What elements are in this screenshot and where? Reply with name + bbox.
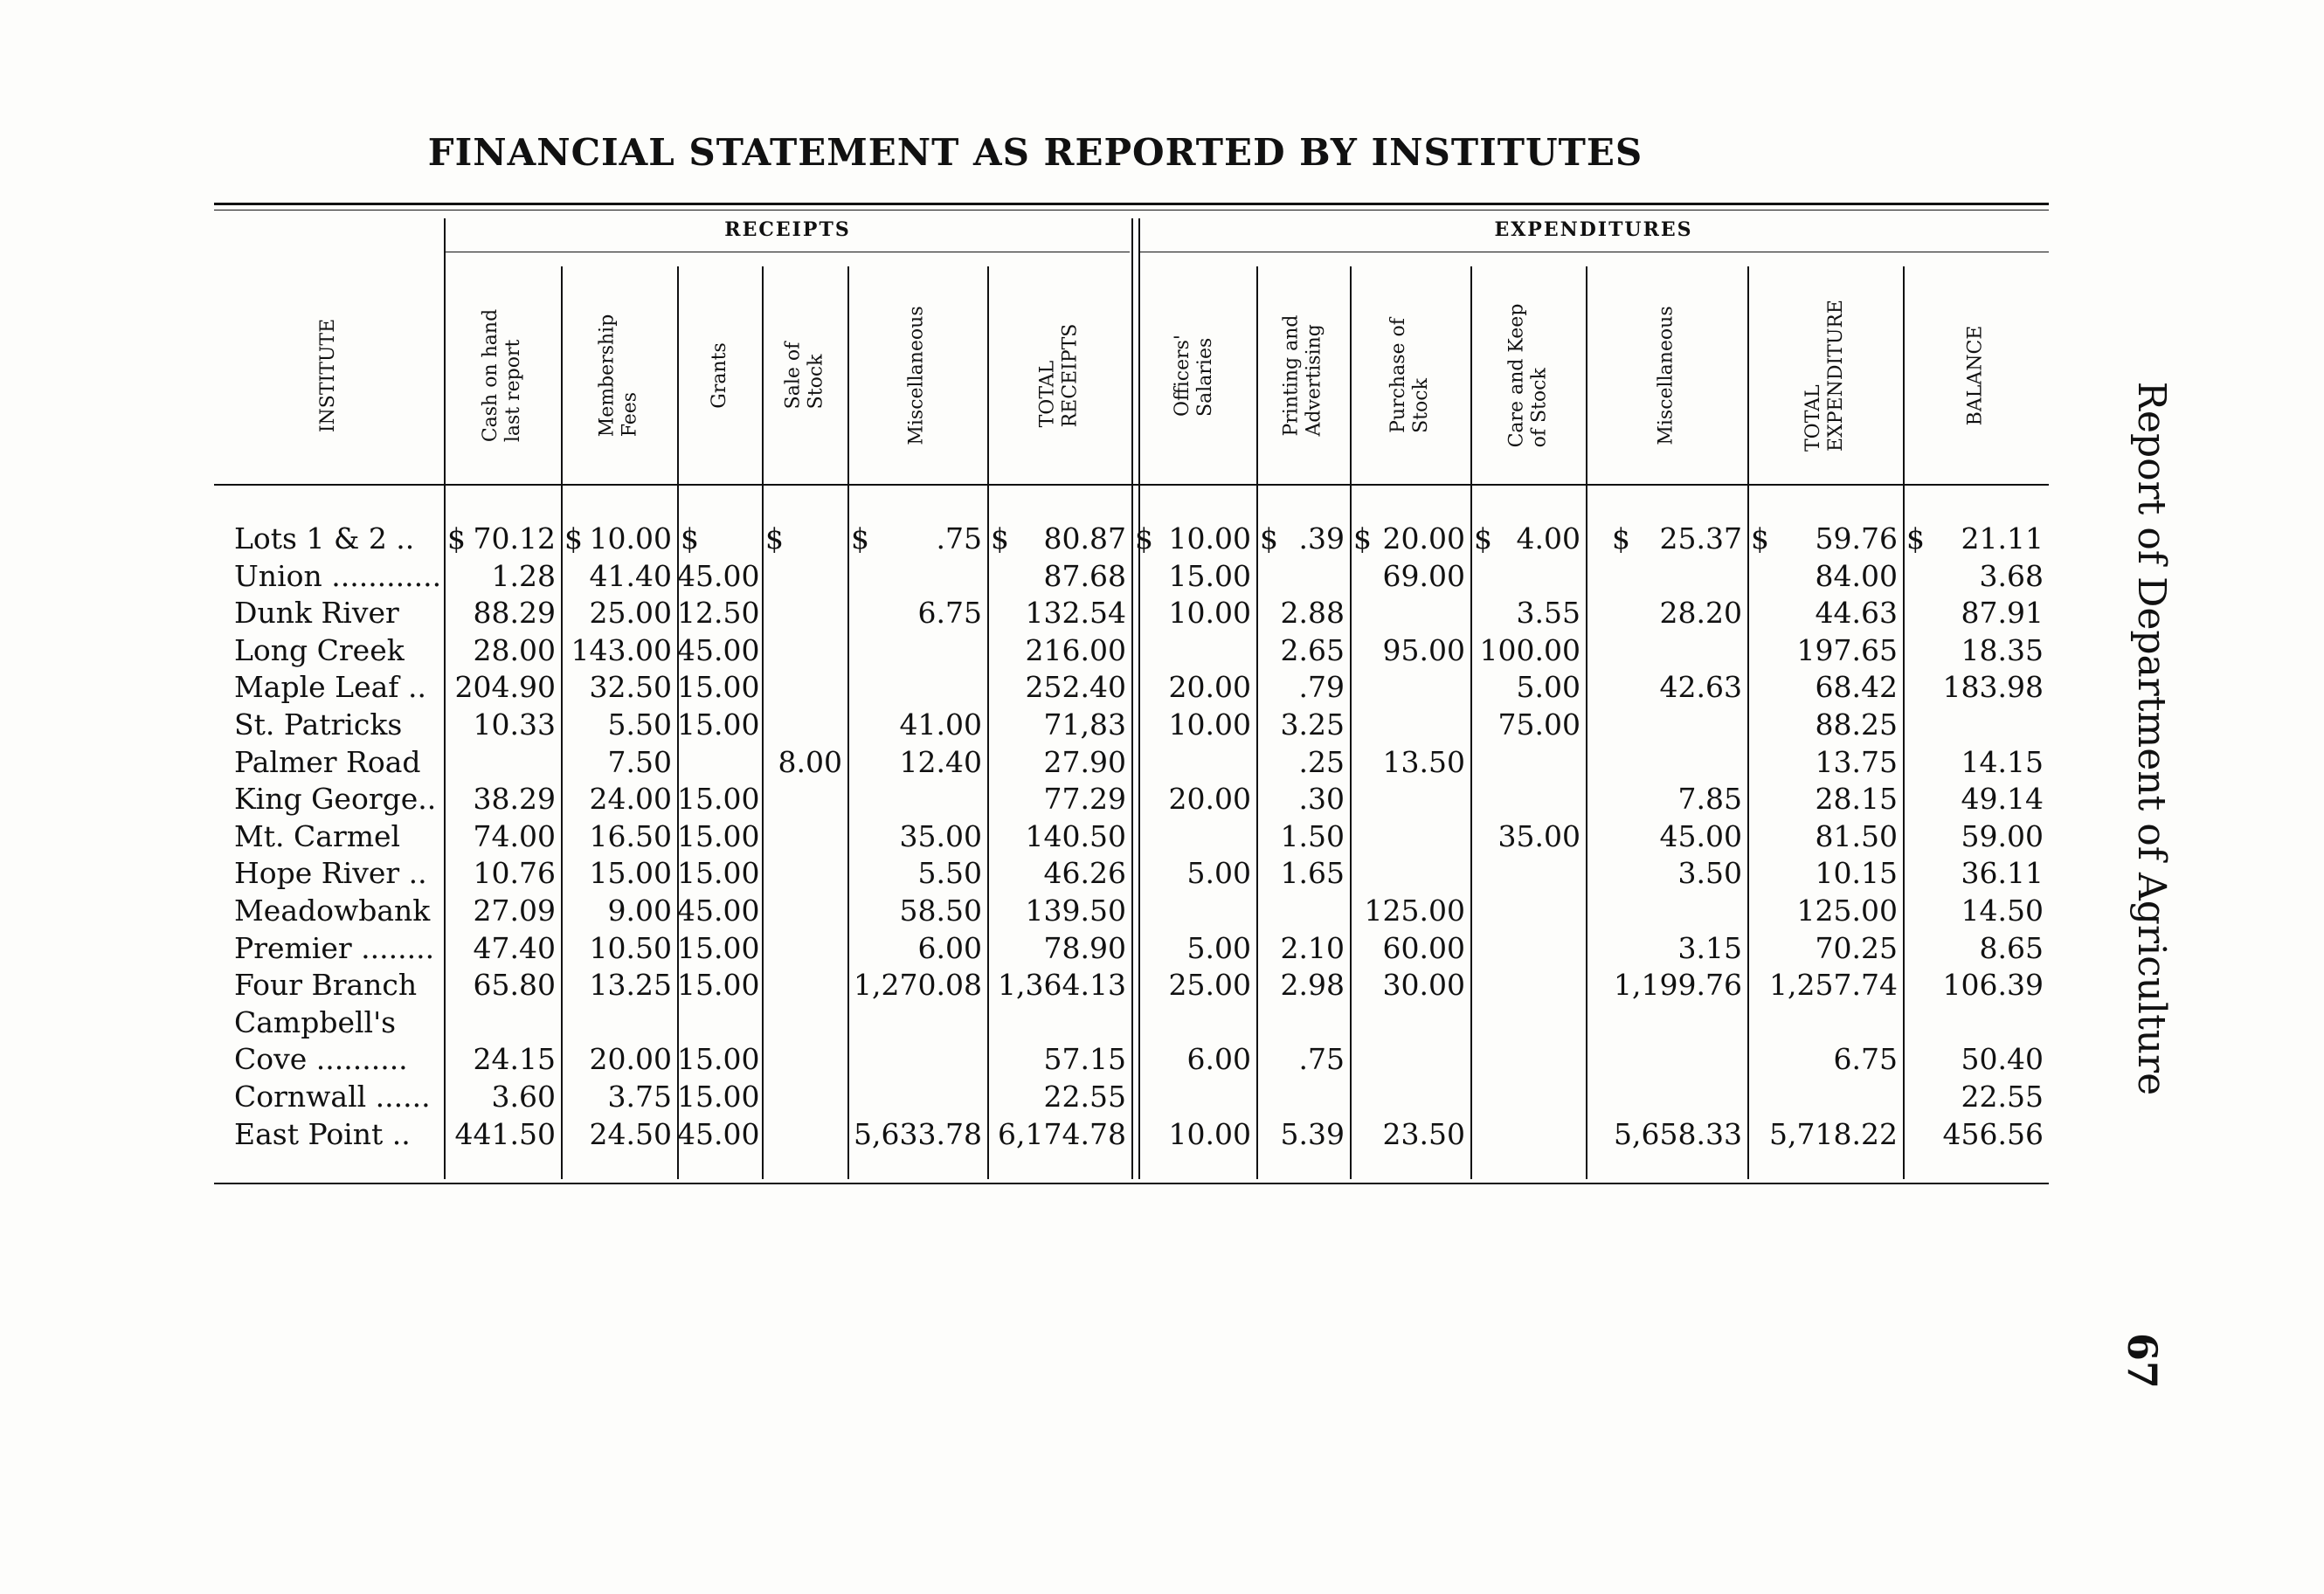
institute-name: Maple Leaf .. [234, 670, 426, 705]
table-cell: 456.56 [1942, 1116, 2044, 1151]
table-cell: 6,174.78 [998, 1116, 1126, 1151]
column-header [1256, 266, 1350, 485]
column-header [561, 266, 677, 485]
column-header-label: TOTAL EXPENDITURE [1802, 299, 1847, 452]
table-cell: 65.80 [473, 968, 556, 1003]
table-cell: 13.75 [1815, 744, 1898, 779]
column-header-label: Cash on hand last report [480, 308, 525, 443]
table-cell: 50.40 [1961, 1042, 2044, 1077]
table-cell: 3.55 [1516, 596, 1580, 631]
institute-name: Four Branch [234, 968, 418, 1003]
table-cell: 20.00 [1382, 521, 1465, 555]
column-header-label: INSTITUTE [317, 318, 340, 433]
table-cell: 22.55 [1043, 1080, 1126, 1114]
table-cell: 216.00 [1025, 632, 1126, 667]
institute-name: Mt. Carmel [234, 818, 401, 853]
currency-symbol: $ [447, 521, 466, 555]
table-cell: 132.54 [1025, 596, 1126, 631]
column-header-label: TOTAL RECEIPTS [1036, 323, 1082, 428]
table-cell: 84.00 [1815, 558, 1898, 593]
table-cell: 15.00 [677, 856, 760, 891]
column-header [1903, 266, 2049, 485]
table-cell: 10.00 [1168, 1116, 1251, 1151]
table-cell: 44.63 [1815, 596, 1898, 631]
table-cell: 3.15 [1677, 930, 1742, 965]
table-cell: 25.00 [589, 596, 672, 631]
column-header-label: Membership Fees [596, 314, 641, 438]
institute-name: Campbell's [234, 1004, 397, 1039]
table-cell: 1,364.13 [998, 968, 1126, 1003]
table-cell: 183.98 [1942, 670, 2044, 705]
table-cell: 14.15 [1961, 744, 2044, 779]
table-cell: 45.00 [677, 894, 760, 928]
institute-name: Palmer Road [234, 744, 421, 779]
table-cell: 3.68 [1979, 558, 2044, 593]
table-cell: 5.00 [1186, 856, 1251, 891]
table-cell: 10.00 [1168, 596, 1251, 631]
currency-symbol: $ [1353, 521, 1372, 555]
table-cell: 204.90 [454, 670, 556, 705]
table-cell: 10.15 [1815, 856, 1898, 891]
table-cell: 88.25 [1815, 707, 1898, 742]
table-cell: 7.85 [1677, 782, 1742, 817]
table-cell: .30 [1298, 782, 1345, 817]
table-cell: 197.65 [1796, 632, 1898, 667]
table-cell: 1,270.08 [854, 968, 982, 1003]
column-header [214, 266, 444, 485]
table-cell: 87.91 [1961, 596, 2044, 631]
table-cell: 81.50 [1815, 818, 1898, 853]
table-cell: 20.00 [589, 1042, 672, 1077]
table-cell: 5.50 [607, 707, 672, 742]
table-cell: 28.00 [473, 632, 556, 667]
table-cell: 10.00 [589, 521, 672, 555]
table-cell: 5,633.78 [854, 1116, 982, 1151]
table-cell: 69.00 [1382, 558, 1465, 593]
institute-name: Meadowbank [234, 894, 431, 928]
table-cell: 24.50 [589, 1116, 672, 1151]
table-cell: 88.29 [473, 596, 556, 631]
column-header [1470, 266, 1586, 485]
table-cell: 15.00 [677, 930, 760, 965]
table-cell: 35.00 [1497, 818, 1580, 853]
table-cell: 25.37 [1659, 521, 1742, 555]
table-cell: 49.14 [1961, 782, 2044, 817]
table-cell: 5.39 [1280, 1116, 1345, 1151]
table-cell: 41.40 [589, 558, 672, 593]
table-cell: 6.00 [1186, 1042, 1251, 1077]
table-cell: 24.00 [589, 782, 672, 817]
currency-symbol: $ [564, 521, 583, 555]
table-cell: .25 [1298, 744, 1345, 779]
table-cell: 15.00 [677, 782, 760, 817]
table-cell: 15.00 [677, 1080, 760, 1114]
page-number-text: 67 [2118, 1332, 2166, 1390]
column-header [1586, 266, 1747, 485]
currency-symbol: $ [1751, 521, 1769, 555]
column-header [444, 266, 561, 485]
table-cell: 2.88 [1280, 596, 1345, 631]
table-cell: 30.00 [1382, 968, 1465, 1003]
table-cell: 59.00 [1961, 818, 2044, 853]
table-cell: 4.00 [1516, 521, 1580, 555]
currency-symbol: $ [1135, 521, 1153, 555]
table-cell: 60.00 [1382, 930, 1465, 965]
institute-name: Union ............ [234, 558, 442, 593]
table-cell: .79 [1298, 670, 1345, 705]
column-header-label: Officers' Salaries [1171, 335, 1216, 417]
table-cell: 45.00 [677, 558, 760, 593]
table-cell: 252.40 [1025, 670, 1126, 705]
column-header-label: Miscellaneous [1655, 306, 1677, 445]
institute-name: King George.. [234, 782, 437, 817]
table-cell: 6.75 [1833, 1042, 1898, 1077]
table-cell: 21.11 [1961, 521, 2044, 555]
table-cell: 13.50 [1382, 744, 1465, 779]
currency-symbol: $ [765, 521, 784, 555]
table-cell: 5,658.33 [1614, 1116, 1742, 1151]
column-header [1131, 266, 1256, 485]
institute-name: Cove .......... [234, 1042, 408, 1077]
table-cell: 1.28 [491, 558, 556, 593]
table-cell: 1,199.76 [1614, 968, 1742, 1003]
table-cell: 16.50 [589, 818, 672, 853]
table-cell: 10.33 [473, 707, 556, 742]
table-cell: 5.00 [1186, 930, 1251, 965]
table-cell: .75 [1298, 1042, 1345, 1077]
table-cell: 5,718.22 [1769, 1116, 1898, 1151]
table-cell: 38.29 [473, 782, 556, 817]
currency-symbol: $ [1260, 521, 1278, 555]
table-cell: 46.26 [1043, 856, 1126, 891]
table-cell: 5.00 [1516, 670, 1580, 705]
top-rule [214, 203, 2049, 205]
table-cell: 14.50 [1961, 894, 2044, 928]
table-cell: 70.12 [473, 521, 556, 555]
table-cell: 36.11 [1961, 856, 2044, 891]
table-cell: 15.00 [677, 968, 760, 1003]
table-cell: 71,83 [1043, 707, 1126, 742]
table-cell: 15.00 [1168, 558, 1251, 593]
table-cell: 32.50 [589, 670, 672, 705]
table-cell: 74.00 [473, 818, 556, 853]
column-header-label: Sale of Stock [782, 342, 827, 410]
table-cell: 45.00 [677, 632, 760, 667]
institute-name: East Point .. [234, 1116, 411, 1151]
institute-name: St. Patricks [234, 707, 403, 742]
table-cell: 143.00 [571, 632, 672, 667]
receipts-group-header: RECEIPTS [724, 218, 851, 241]
table-cell: 10.00 [1168, 521, 1251, 555]
table-cell: 22.55 [1961, 1080, 2044, 1114]
table-cell: 27.09 [473, 894, 556, 928]
table-cell: 2.10 [1280, 930, 1345, 965]
table-cell: 47.40 [473, 930, 556, 965]
table-cell: 13.25 [589, 968, 672, 1003]
table-cell: 1.50 [1280, 818, 1345, 853]
table-cell: 2.98 [1280, 968, 1345, 1003]
table-cell: 125.00 [1796, 894, 1898, 928]
table-cell: 45.00 [1659, 818, 1742, 853]
column-header [847, 266, 987, 485]
table-cell: .75 [936, 521, 982, 555]
table-cell: 20.00 [1168, 670, 1251, 705]
currency-symbol: $ [681, 521, 699, 555]
institute-name: Lots 1 & 2 .. [234, 521, 415, 555]
table-cell: 140.50 [1025, 818, 1126, 853]
institute-name: Cornwall ...... [234, 1080, 431, 1114]
page-title: FINANCIAL STATEMENT AS REPORTED BY INSTITUTES [427, 131, 1643, 174]
table-cell: 20.00 [1168, 782, 1251, 817]
table-cell: 3.25 [1280, 707, 1345, 742]
column-header [762, 266, 847, 485]
table-cell: 77.29 [1043, 782, 1126, 817]
column-header-label: Printing and Advertising [1280, 314, 1325, 437]
table-cell: 3.75 [607, 1080, 672, 1114]
table-cell: 15.00 [589, 856, 672, 891]
table-cell: 42.63 [1659, 670, 1742, 705]
table-cell: 10.76 [473, 856, 556, 891]
table-cell: 45.00 [677, 1116, 760, 1151]
currency-symbol: $ [851, 521, 869, 555]
table-cell: 58.50 [899, 894, 982, 928]
currency-symbol: $ [991, 521, 1009, 555]
expenditures-group-header: EXPENDITURES [1494, 218, 1693, 241]
table-cell: 78.90 [1043, 930, 1126, 965]
table-cell: 1,257.74 [1769, 968, 1898, 1003]
table-cell: 9.00 [607, 894, 672, 928]
column-header [1747, 266, 1903, 485]
column-header-label: Grants [708, 342, 730, 409]
table-cell: 3.60 [491, 1080, 556, 1114]
running-header [2129, 381, 2175, 1095]
column-header [677, 266, 762, 485]
currency-symbol: $ [1612, 521, 1630, 555]
currency-symbol: $ [1474, 521, 1492, 555]
column-header-label: Purchase of Stock [1387, 318, 1432, 433]
table-cell: 15.00 [677, 707, 760, 742]
column-header-label: BALANCE [1964, 325, 1987, 426]
table-cell: 6.75 [917, 596, 982, 631]
table-cell: 6.00 [917, 930, 982, 965]
table-cell: 10.50 [589, 930, 672, 965]
page-number [2107, 1326, 2177, 1396]
institute-name: Premier ........ [234, 930, 435, 965]
table-cell: 139.50 [1025, 894, 1126, 928]
table-cell: 41.00 [899, 707, 982, 742]
table-cell: 24.15 [473, 1042, 556, 1077]
table-cell: 100.00 [1479, 632, 1580, 667]
column-header [1350, 266, 1470, 485]
table-cell: 7.50 [607, 744, 672, 779]
table-cell: 15.00 [677, 1042, 760, 1077]
table-cell: 5.50 [917, 856, 982, 891]
table-cell: 125.00 [1364, 894, 1465, 928]
table-cell: 25.00 [1168, 968, 1251, 1003]
table-cell: 95.00 [1382, 632, 1465, 667]
table-cell: 70.25 [1815, 930, 1898, 965]
institute-name: Hope River .. [234, 856, 427, 891]
currency-symbol: $ [1906, 521, 1925, 555]
table-cell: 28.20 [1659, 596, 1742, 631]
table-cell: 12.40 [899, 744, 982, 779]
table-cell: 106.39 [1942, 968, 2044, 1003]
table-cell: 27.90 [1043, 744, 1126, 779]
table-cell: 12.50 [677, 596, 760, 631]
table-cell: 441.50 [454, 1116, 556, 1151]
table-cell: 57.15 [1043, 1042, 1126, 1077]
table-cell: 15.00 [677, 670, 760, 705]
running-header-text: Report of Department of Agriculture [2129, 381, 2175, 1095]
table-cell: 28.15 [1815, 782, 1898, 817]
table-cell: 3.50 [1677, 856, 1742, 891]
table-cell: 35.00 [899, 818, 982, 853]
table-cell: 1.65 [1280, 856, 1345, 891]
table-cell: 80.87 [1043, 521, 1126, 555]
table-cell: 59.76 [1815, 521, 1898, 555]
table-cell: .39 [1298, 521, 1345, 555]
institute-name: Long Creek [234, 632, 405, 667]
table-cell: 15.00 [677, 818, 760, 853]
table-cell: 23.50 [1382, 1116, 1465, 1151]
table-cell: 10.00 [1168, 707, 1251, 742]
column-header-label: Miscellaneous [906, 306, 928, 445]
table-cell: 75.00 [1497, 707, 1580, 742]
table-cell: 2.65 [1280, 632, 1345, 667]
table-cell: 68.42 [1815, 670, 1898, 705]
column-header [987, 266, 1131, 485]
table-cell: 8.00 [778, 744, 842, 779]
table-cell: 18.35 [1961, 632, 2044, 667]
table-cell: 87.68 [1043, 558, 1126, 593]
column-header-label: Care and Keep of Stock [1505, 303, 1550, 448]
table-cell: 8.65 [1979, 930, 2044, 965]
institute-name: Dunk River [234, 596, 399, 631]
bottom-rule [214, 1183, 2049, 1184]
